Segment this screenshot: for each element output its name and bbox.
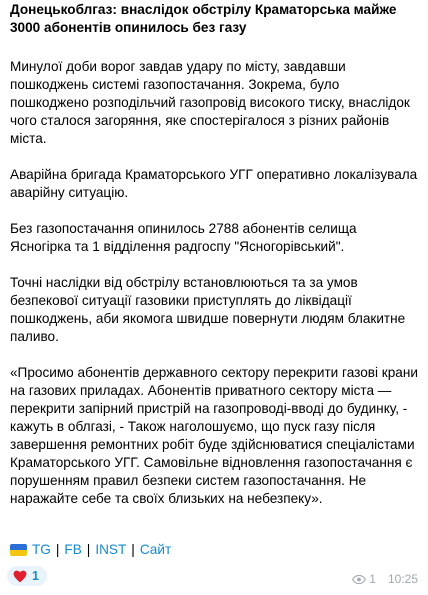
ukraine-flag-icon [10,544,27,556]
link-separator: | [86,542,91,557]
link-tg[interactable]: TG [32,542,51,557]
heart-icon [13,570,27,583]
link-site[interactable]: Сайт [139,542,172,557]
link-separator: | [55,542,60,557]
link-separator: | [131,542,135,557]
social-links [10,541,171,559]
reaction-count: 1 [32,569,39,583]
post-paragraph: Минулої доби ворог завдав удару по місту, завдавши пошкоджень системі газопостачання. Зокрема, було пошкоджено розподільчий газопровід високого тиску, внаслідок чого сталося загоряння, яке спостерігалося з різних районів міста. [10,59,410,146]
link-fb[interactable]: FB [64,542,82,557]
post-time: 10:25 [387,572,418,586]
link-inst[interactable]: INST [95,542,127,557]
view-count: 1 [369,572,376,586]
post-paragraph: Без газопостачання опинилось 2788 абонентів селища Ясногірка та 1 відділення радгоспу "Ясногорівський". [10,221,357,254]
post-meta [352,572,418,586]
post-paragraph: «Просимо абонентів державного сектору перекрити газові крани на газових приладах. Абонентів приватного сектору міста — перекрити запірний пристрій на газопроводі-вводі до будинку, - кажуть в облгазі, - Також наголошуємо, що пуск газу після завершення ремонтних робіт буде здійснюватися спеціалістами Краматорського УГГ. Самовільне відновлення газопостачання є порушенням правил безпеки систем газопостачання. Не наражайте себе та своїх близьких на небезпеку». [10,365,418,506]
post-title: Донецькоблгаз: внаслідок обстрілу Краматорська майже 3000 абонентів опинилось без газу [10,2,397,35]
heart-reaction-button[interactable] [7,566,47,586]
post-paragraph: Точні наслідки від обстрілу встановлюються та за умов безпекової ситуації газовики приступлять до ліквідації пошкоджень, аби якомога швидше повернути людям блакитне паливо. [10,275,406,344]
eye-icon [352,575,366,584]
post-paragraph: Аварійна бригада Краматорського УГГ оперативно локалізувала аварійну ситуацію. [10,167,418,200]
